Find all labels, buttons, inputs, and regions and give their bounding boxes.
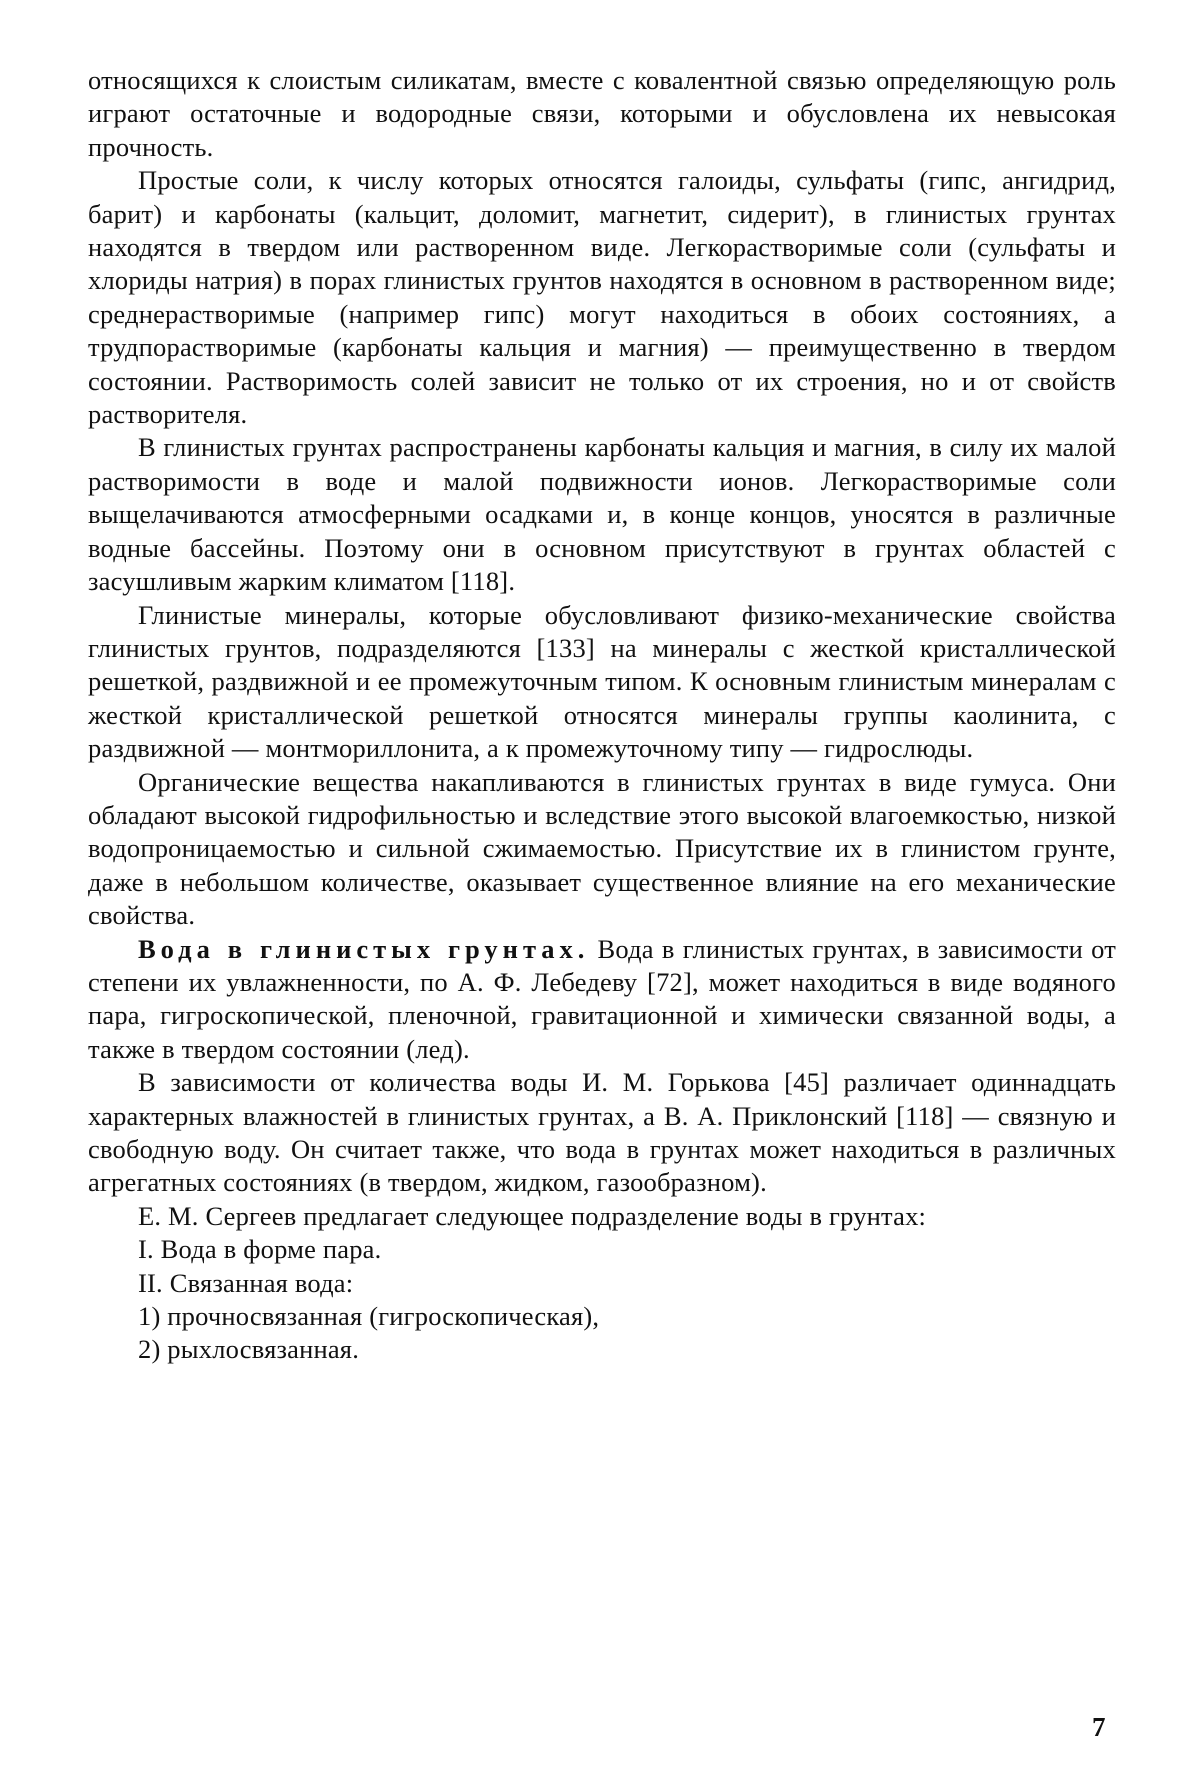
section-heading-water: Вода в глинистых грунтах. xyxy=(138,933,590,964)
paragraph-sergeev: Е. М. Сергеев предлагает следующее подразделение воды в грунтах: xyxy=(138,1200,927,1231)
list-item: 2) рыхлосвязанная. xyxy=(138,1334,360,1365)
page-text-body xyxy=(88,64,1116,1367)
paragraph-organic-matter: Органические вещества накапливаются в глинистых грунтах в виде гумуса. Они обладают высокой гидрофильностью и вследствие этого высокой влагоемкостью, низкой водопроницаемостью и сильной сжимаемостью. Присутствие их в глинистом грунте, даже в небольшом количестве, оказывает существенное влияние на его механические свойства. xyxy=(88,766,1116,931)
list-item: 1) прочносвязанная (гигроскопическая), xyxy=(138,1301,600,1332)
paragraph-simple-salts: Простые соли, к числу которых относятся галоиды, сульфаты (гипс, ангидрид, барит) и карбонаты (кальцит, доломит, магнетит, сидерит), в глинистых грунтах находятся в твердом или растворенном виде. Легкорастворимые соли (сульфаты и хлориды натрия) в порах глинистых грунтов находятся в основном в растворенном виде; среднерастворимые (например гипс) могут находиться в обоих состояниях, а трудпорастворимые (карбонаты кальция и магния) — преимущественно в твердом состоянии. Растворимость солей зависит не только от их строения, но и от свойств растворителя. xyxy=(88,165,1116,430)
paragraph-gorkova: В зависимости от количества воды И. М. Горькова [45] различает одиннадцать характерных влажностей в глинистых грунтах, а В. А. Приклонский [118] — связную и свободную воду. Он считает также, что вода в грунтах может находиться в различных агрегатных состояниях (в твердом, жидком, газообразном). xyxy=(88,1067,1116,1198)
paragraph-clay-minerals: Глинистые минералы, которые обусловливают физико-механические свойства глинистых грунтов, подразделяются [133] на минералы с жесткой кристаллической решеткой, раздвижной и ее промежуточным типом. К основным глинистым минералам с жесткой кристаллической решеткой относятся минералы группы каолинита, с раздвижной — монтмориллонита, а к промежуточному типу — гидрослюды. xyxy=(88,599,1116,764)
list-item: II. Связанная вода: xyxy=(138,1267,354,1298)
paragraph-carbonates: В глинистых грунтах распространены карбонаты кальция и магния, в силу их малой растворимости в воде и малой подвижности ионов. Легкорастворимые соли выщелачиваются атмосферными осадками и, в конце концов, уносятся в различные водные бассейны. Поэтому они в основном присутствуют в грунтах областей с засушливым жарким климатом [118]. xyxy=(88,432,1116,597)
paragraph-water-in-clay xyxy=(88,933,1116,1067)
list-item: I. Вода в форме пара. xyxy=(138,1234,382,1265)
water-paragraph-text: Вода в глинистых грунтах, в зависимости от степени их увлажненности, по А. Ф. Лебедеву [72], может находиться в виде водяного пара, гигроскопической, пленочной, гравитационной и химически связанной воды, а также в твердом состоянии (лед). xyxy=(88,933,1116,1064)
paragraph-continuation: относящихся к слоистым силикатам, вместе с ковалентной связью определяющую роль играют остаточные и водородные связи, которыми и обусловлена их невысокая прочность. xyxy=(88,65,1116,162)
page-number: 7 xyxy=(1092,1712,1106,1742)
